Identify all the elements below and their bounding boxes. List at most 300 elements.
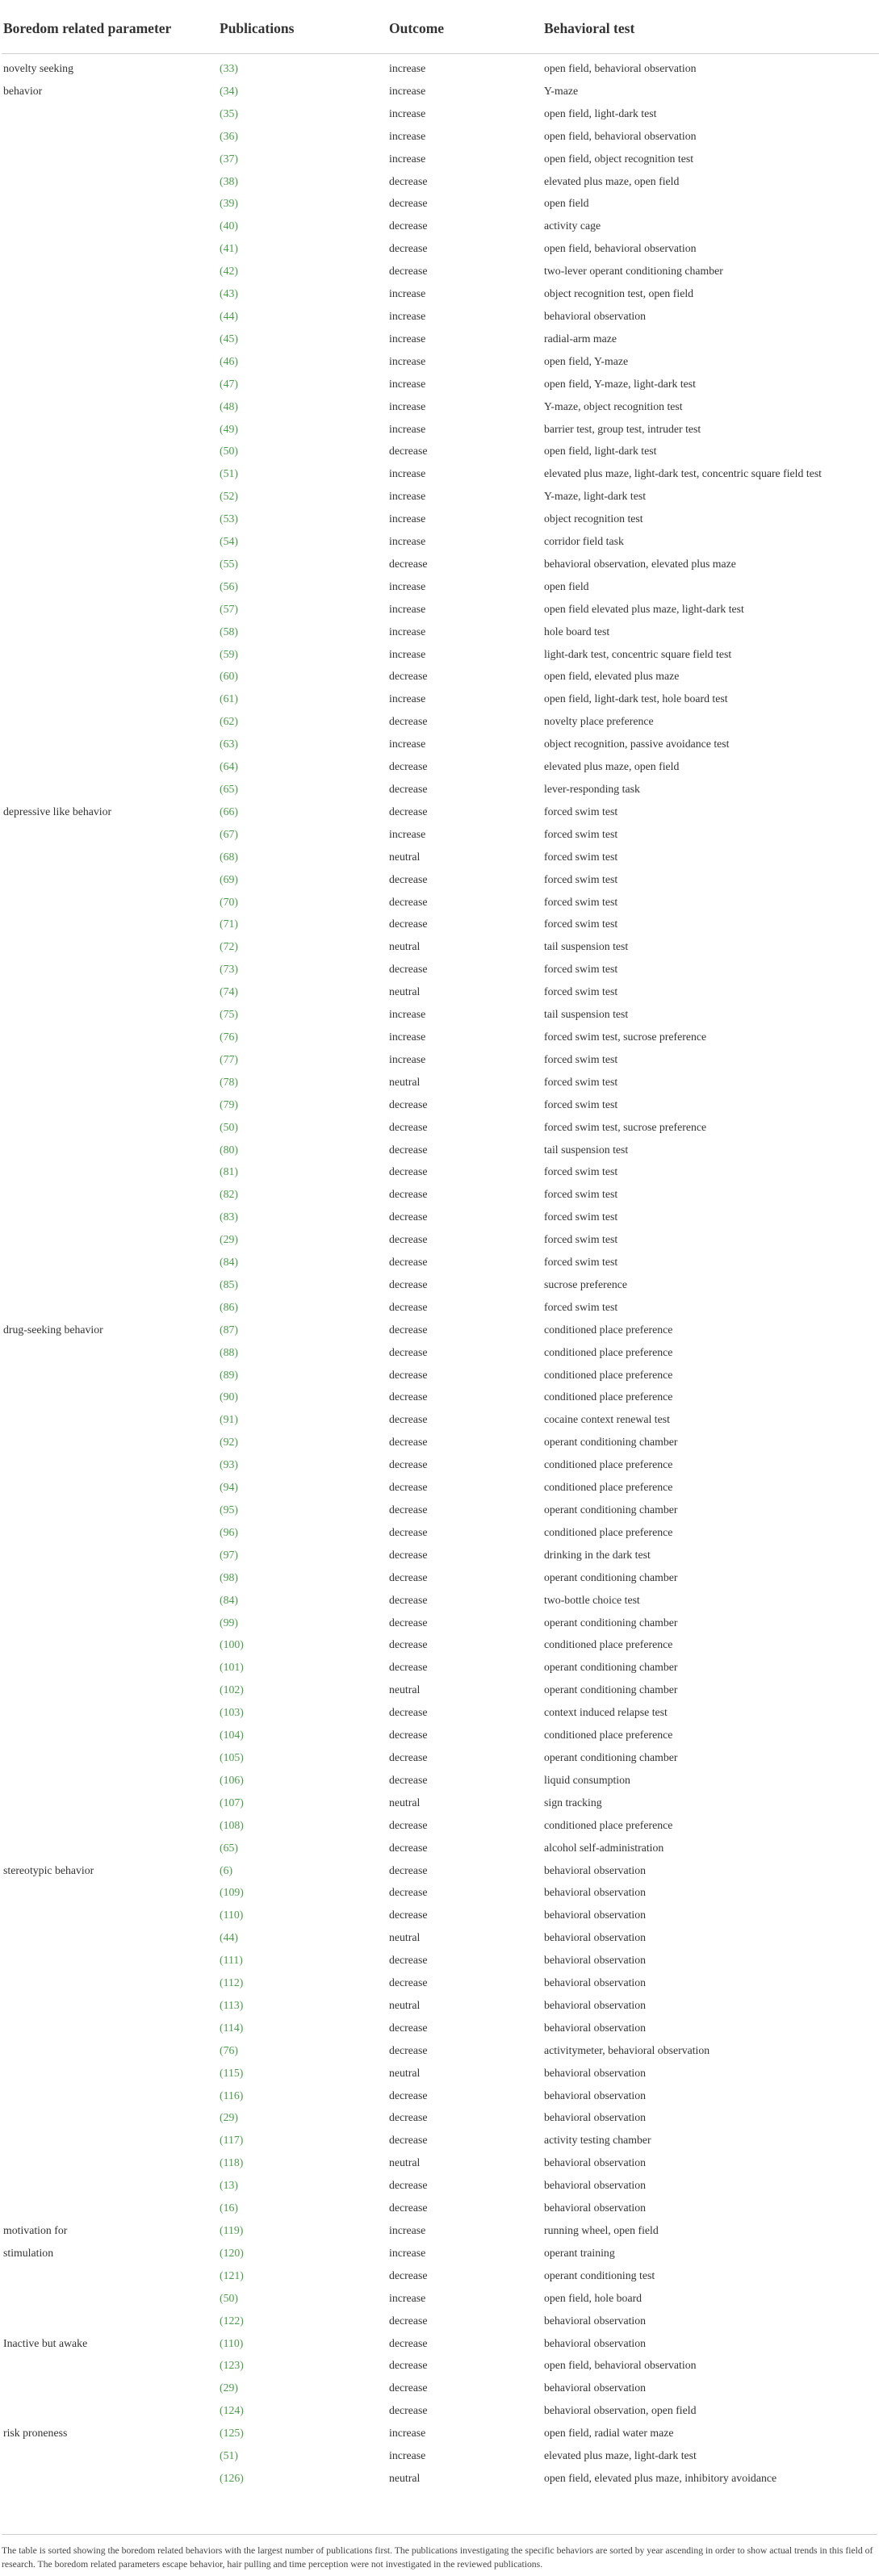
publication-cell <box>220 2152 389 2174</box>
table-body <box>2 54 879 2490</box>
publication-reference-link[interactable]: (76) <box>220 2043 238 2056</box>
behavioral-test-cell: conditioned place preference <box>544 1345 673 1358</box>
publication-reference-link[interactable]: (44) <box>220 1931 238 1944</box>
publication-reference-link[interactable]: (50) <box>220 445 238 458</box>
table-row <box>2 710 879 733</box>
publication-reference-link[interactable]: (46) <box>220 354 238 367</box>
publication-cell <box>220 395 389 418</box>
behavioral-test-cell: behavioral observation <box>544 1863 647 1876</box>
boredom-parameter-cell <box>2 485 220 508</box>
publication-cell <box>220 418 389 441</box>
behavioral-test-cell: context induced relapse test <box>544 1706 668 1719</box>
boredom-parameter-cell <box>2 1408 220 1431</box>
behavioral-test-cell: operant conditioning chamber <box>544 1750 678 1763</box>
publication-reference-link[interactable]: (51) <box>220 2449 238 2462</box>
publication-reference-link[interactable]: (114) <box>220 2021 244 2034</box>
outcome-cell: decrease <box>389 1976 428 1989</box>
behavioral-test-cell: behavioral observation <box>544 2314 647 2327</box>
outcome-cell: decrease <box>389 1323 428 1336</box>
boredom-parameter-cell <box>2 778 220 801</box>
behavioral-test-cell: two-lever operant conditioning chamber <box>544 265 723 278</box>
publication-reference-link[interactable]: (87) <box>220 1323 238 1336</box>
publication-reference-link[interactable]: (84) <box>220 1256 238 1269</box>
publication-reference-link[interactable]: (83) <box>220 1211 238 1223</box>
outcome-cell: decrease <box>389 2089 428 2101</box>
behavioral-test-cell: open field, behavioral observation <box>544 242 697 255</box>
publication-cell <box>220 1994 389 2017</box>
table-row <box>2 1633 879 1656</box>
table-row <box>2 1814 879 1837</box>
boredom-parameter-cell <box>2 1881 220 1904</box>
boredom-parameter-cell <box>2 621 220 643</box>
table-row <box>2 508 879 530</box>
publication-cell <box>220 1881 389 1904</box>
boredom-parameter-cell <box>2 1926 220 1949</box>
publication-reference-link[interactable]: (43) <box>220 287 238 300</box>
behavioral-test-cell: forced swim test <box>544 1233 618 1246</box>
behavioral-test-cell: activity testing chamber <box>544 2134 651 2147</box>
behavioral-test-cell: Y-maze, light-dark test <box>544 490 647 503</box>
outcome-cell: decrease <box>389 242 428 255</box>
table-row <box>2 1972 879 1994</box>
table-row <box>2 2219 879 2242</box>
publication-reference-link[interactable]: (34) <box>220 84 238 97</box>
boredom-parameter-cell <box>2 1544 220 1566</box>
publication-reference-link[interactable]: (37) <box>220 152 238 165</box>
table-row <box>2 2129 879 2152</box>
table-row <box>2 1341 879 1364</box>
table-row <box>2 1048 879 1071</box>
publication-reference-link[interactable]: (35) <box>220 107 238 119</box>
publication-reference-link[interactable]: (70) <box>220 895 238 908</box>
publication-reference-link[interactable]: (55) <box>220 557 238 570</box>
behavioral-test-cell: forced swim test <box>544 1098 618 1110</box>
publication-reference-link[interactable]: (39) <box>220 197 238 210</box>
boredom-parameter-cell <box>2 1792 220 1814</box>
publication-reference-link[interactable]: (72) <box>220 940 238 953</box>
outcome-cell: increase <box>389 2224 426 2236</box>
table-row <box>2 1701 879 1724</box>
outcome-cell: decrease <box>389 1548 428 1561</box>
publication-cell <box>220 846 389 868</box>
behavioral-test-cell: elevated plus maze, open field <box>544 760 680 773</box>
boredom-parameter-cell <box>2 2174 220 2197</box>
publication-reference-link[interactable]: (110) <box>220 1909 244 1922</box>
publication-cell <box>220 2106 389 2129</box>
publication-cell <box>220 1701 389 1724</box>
publication-reference-link[interactable]: (115) <box>220 2066 244 2079</box>
publication-cell <box>220 1949 389 1972</box>
table-row <box>2 2264 879 2287</box>
publication-reference-link[interactable]: (104) <box>220 1729 244 1742</box>
publication-reference-link[interactable]: (54) <box>220 535 238 548</box>
table-row <box>2 733 879 755</box>
outcome-cell: increase <box>389 309 426 322</box>
publication-reference-link[interactable]: (48) <box>220 399 238 412</box>
header-outcome: Outcome <box>389 15 544 54</box>
behavioral-test-cell: behavioral observation, open field <box>544 2404 697 2417</box>
publication-reference-link[interactable]: (89) <box>220 1368 238 1381</box>
publication-reference-link[interactable]: (112) <box>220 1976 244 1989</box>
outcome-cell: increase <box>389 84 426 97</box>
behavioral-test-cell: operant conditioning chamber <box>544 1616 678 1629</box>
behavioral-test-cell: behavioral observation <box>544 2066 647 2079</box>
publication-reference-link[interactable]: (125) <box>220 2427 244 2440</box>
publication-cell <box>220 2310 389 2332</box>
behavioral-test-cell: novelty place preference <box>544 715 654 728</box>
table-row <box>2 1160 879 1183</box>
table-row <box>2 1724 879 1746</box>
publication-reference-link[interactable]: (78) <box>220 1075 238 1088</box>
outcome-cell: decrease <box>389 1458 428 1471</box>
table-row <box>2 395 879 418</box>
table-footnote: The table is sorted showing the boredom related behaviors with the largest number of publications first. The publications investigating the specific behaviors are sorted by year ascending in order to show actual trends in this field of research. The boredom related parameters escape behavior, hair pulling and time perception were not investigated in the reviewed publications. <box>2 2534 877 2571</box>
behavioral-test-cell: barrier test, group test, intruder test <box>544 422 701 435</box>
publication-cell <box>220 1859 389 1882</box>
publication-reference-link[interactable]: (95) <box>220 1503 238 1516</box>
publication-cell <box>220 1499 389 1521</box>
behavioral-test-cell: tail suspension test <box>544 940 629 953</box>
table-row <box>2 913 879 935</box>
table-header <box>2 15 879 54</box>
outcome-cell: increase <box>389 490 426 503</box>
behavioral-test-cell: operant conditioning chamber <box>544 1436 678 1449</box>
publication-reference-link[interactable]: (96) <box>220 1525 238 1538</box>
outcome-cell: decrease <box>389 1570 428 1583</box>
publication-cell <box>220 80 389 102</box>
publication-reference-link[interactable]: (92) <box>220 1436 238 1449</box>
publication-reference-link[interactable]: (82) <box>220 1188 238 1201</box>
publication-cell <box>220 1386 389 1408</box>
publication-cell <box>220 1612 389 1634</box>
publication-cell <box>220 2399 389 2422</box>
publication-reference-link[interactable]: (71) <box>220 918 238 930</box>
behavioral-test-cell: open field elevated plus maze, light-dark test <box>544 602 744 615</box>
behavioral-test-cell: operant conditioning chamber <box>544 1683 678 1696</box>
outcome-cell: increase <box>389 287 426 300</box>
publication-reference-link[interactable]: (65) <box>220 783 238 795</box>
table-row <box>2 1566 879 1589</box>
publication-cell <box>220 2422 389 2444</box>
publication-reference-link[interactable]: (124) <box>220 2404 244 2417</box>
table-row <box>2 2467 879 2490</box>
outcome-cell: decrease <box>389 2021 428 2034</box>
outcome-cell: decrease <box>389 2043 428 2056</box>
behavioral-test-cell: behavioral observation <box>544 2021 647 2034</box>
boredom-parameter-cell <box>2 868 220 891</box>
publication-cell <box>220 710 389 733</box>
table-row <box>2 846 879 868</box>
publication-cell <box>220 1656 389 1679</box>
behavioral-test-cell: open field, light-dark test, hole board test <box>544 692 728 705</box>
publication-reference-link[interactable]: (103) <box>220 1706 244 1719</box>
outcome-cell: increase <box>389 2427 426 2440</box>
outcome-cell: decrease <box>389 1593 428 1606</box>
publication-reference-link[interactable]: (50) <box>220 1120 238 1133</box>
publication-cell <box>220 2264 389 2287</box>
publication-reference-link[interactable]: (36) <box>220 129 238 142</box>
outcome-cell: increase <box>389 62 426 74</box>
table-row <box>2 1183 879 1206</box>
behavioral-test-cell: forced swim test <box>544 1165 618 1178</box>
behavioral-test-cell: behavioral observation <box>544 2202 647 2214</box>
publication-cell <box>220 1251 389 1273</box>
outcome-cell: increase <box>389 152 426 165</box>
publication-reference-link[interactable]: (66) <box>220 805 238 818</box>
table-row <box>2 1206 879 1228</box>
publication-reference-link[interactable]: (52) <box>220 490 238 503</box>
publication-reference-link[interactable]: (53) <box>220 512 238 525</box>
publication-reference-link[interactable]: (97) <box>220 1548 238 1561</box>
behavioral-test-cell: running wheel, open field <box>544 2224 659 2236</box>
boredom-parameter-cell <box>2 1566 220 1589</box>
publication-reference-link[interactable]: (77) <box>220 1052 238 1065</box>
behavioral-test-cell: forced swim test <box>544 872 618 885</box>
table-row <box>2 1994 879 2017</box>
publication-cell <box>220 2085 389 2107</box>
publication-reference-link[interactable]: (86) <box>220 1300 238 1313</box>
publication-reference-link[interactable]: (33) <box>220 62 238 74</box>
publication-reference-link[interactable]: (117) <box>220 2134 244 2147</box>
publication-reference-link[interactable]: (58) <box>220 625 238 638</box>
publication-reference-link[interactable]: (57) <box>220 602 238 615</box>
publication-reference-link[interactable]: (123) <box>220 2359 244 2372</box>
publication-reference-link[interactable]: (76) <box>220 1030 238 1043</box>
publication-reference-link[interactable]: (120) <box>220 2246 244 2259</box>
outcome-cell: decrease <box>389 1300 428 1313</box>
publication-reference-link[interactable]: (59) <box>220 647 238 660</box>
publication-reference-link[interactable]: (44) <box>220 309 238 322</box>
publication-reference-link[interactable]: (50) <box>220 2291 238 2304</box>
boredom-parameter-cell <box>2 1612 220 1634</box>
publication-cell <box>220 1679 389 1701</box>
publication-reference-link[interactable]: (51) <box>220 467 238 480</box>
boredom-parameter-cell <box>2 665 220 688</box>
outcome-cell: decrease <box>389 1525 428 1538</box>
outcome-cell: decrease <box>389 670 428 683</box>
boredom-parameter-cell <box>2 733 220 755</box>
table-row <box>2 1589 879 1612</box>
publication-cell <box>220 823 389 846</box>
behavioral-test-cell: open field, Y-maze, light-dark test <box>544 377 696 390</box>
publication-reference-link[interactable]: (101) <box>220 1661 244 1674</box>
publication-reference-link[interactable]: (111) <box>220 1954 243 1967</box>
outcome-cell: decrease <box>389 1909 428 1922</box>
publication-reference-link[interactable]: (108) <box>220 1818 244 1831</box>
publication-reference-link[interactable]: (45) <box>220 332 238 345</box>
publication-reference-link[interactable]: (38) <box>220 174 238 187</box>
table-row <box>2 1746 879 1769</box>
table-row <box>2 2377 879 2399</box>
outcome-cell: increase <box>389 377 426 390</box>
table-row <box>2 1453 879 1476</box>
boredom-parameter-cell: motivation for <box>3 2224 68 2236</box>
publication-reference-link[interactable]: (100) <box>220 1638 244 1651</box>
behavioral-test-cell: conditioned place preference <box>544 1368 673 1381</box>
table-row <box>2 462 879 485</box>
behavioral-test-cell: liquid consumption <box>544 1773 630 1786</box>
boredom-parameter-cell <box>2 260 220 282</box>
publication-reference-link[interactable]: (110) <box>220 2336 244 2349</box>
publication-reference-link[interactable]: (29) <box>220 2111 238 2124</box>
publication-reference-link[interactable]: (98) <box>220 1570 238 1583</box>
publication-cell <box>220 1724 389 1746</box>
publication-reference-link[interactable]: (118) <box>220 2156 244 2169</box>
outcome-cell: decrease <box>389 1143 428 1156</box>
table-row <box>2 1859 879 1882</box>
publication-reference-link[interactable]: (67) <box>220 827 238 840</box>
publication-reference-link[interactable]: (6) <box>220 1863 233 1876</box>
table-row <box>2 1071 879 1094</box>
outcome-cell: decrease <box>389 557 428 570</box>
publication-reference-link[interactable]: (62) <box>220 715 238 728</box>
publication-reference-link[interactable]: (85) <box>220 1278 238 1290</box>
outcome-cell: decrease <box>389 1638 428 1651</box>
publication-reference-link[interactable]: (105) <box>220 1750 244 1763</box>
publication-reference-link[interactable]: (119) <box>220 2224 244 2236</box>
publication-reference-link[interactable]: (109) <box>220 1886 244 1899</box>
publication-reference-link[interactable]: (29) <box>220 2382 238 2394</box>
behavioral-test-cell: forced swim test <box>544 985 618 998</box>
boredom-parameter-cell <box>2 755 220 778</box>
table-row <box>2 148 879 170</box>
publication-cell <box>220 2039 389 2062</box>
behavioral-test-cell: radial-arm maze <box>544 332 617 345</box>
publication-reference-link[interactable]: (88) <box>220 1345 238 1358</box>
behavioral-test-cell: forced swim test <box>544 1256 618 1269</box>
boredom-parameter-cell <box>2 891 220 914</box>
table-row <box>2 823 879 846</box>
publication-reference-link[interactable]: (41) <box>220 242 238 255</box>
publication-cell <box>220 1094 389 1116</box>
behavioral-test-cell: Y-maze, object recognition test <box>544 399 683 412</box>
publication-reference-link[interactable]: (75) <box>220 1008 238 1021</box>
behavioral-test-cell: open field, radial water maze <box>544 2427 674 2440</box>
boredom-parameter-cell <box>2 2310 220 2332</box>
boredom-parameter-cell <box>2 1139 220 1161</box>
table-row <box>2 621 879 643</box>
publication-cell <box>220 192 389 215</box>
behavioral-test-cell: open field <box>544 579 589 592</box>
publication-reference-link[interactable]: (113) <box>220 1998 244 2011</box>
publication-cell <box>220 350 389 373</box>
outcome-cell: decrease <box>389 1368 428 1381</box>
boredom-parameter-cell <box>2 125 220 148</box>
publication-cell <box>220 1837 389 1859</box>
publication-reference-link[interactable]: (102) <box>220 1683 244 1696</box>
outcome-cell: increase <box>389 1052 426 1065</box>
outcome-cell: decrease <box>389 1729 428 1742</box>
publication-cell <box>220 778 389 801</box>
publication-reference-link[interactable]: (90) <box>220 1390 238 1403</box>
outcome-cell: increase <box>389 399 426 412</box>
outcome-cell: decrease <box>389 895 428 908</box>
publication-cell <box>220 868 389 891</box>
behavioral-test-cell: behavioral observation <box>544 1976 647 1989</box>
publication-reference-link[interactable]: (94) <box>220 1481 238 1494</box>
behavioral-test-cell: behavioral observation <box>544 2336 647 2349</box>
publication-reference-link[interactable]: (42) <box>220 265 238 278</box>
outcome-cell: decrease <box>389 2134 428 2147</box>
outcome-cell: decrease <box>389 2202 428 2214</box>
publication-cell <box>220 485 389 508</box>
publication-reference-link[interactable]: (126) <box>220 2471 244 2484</box>
behavioral-test-cell: cocaine context renewal test <box>544 1413 670 1426</box>
publication-reference-link[interactable]: (61) <box>220 692 238 705</box>
boredom-parameter-cell <box>2 1116 220 1139</box>
behavioral-test-cell: conditioned place preference <box>544 1818 673 1831</box>
publication-reference-link[interactable]: (65) <box>220 1841 238 1854</box>
table-row <box>2 1612 879 1634</box>
publication-reference-link[interactable]: (13) <box>220 2179 238 2192</box>
publication-reference-link[interactable]: (99) <box>220 1616 238 1629</box>
table-row <box>2 891 879 914</box>
publication-reference-link[interactable]: (60) <box>220 670 238 683</box>
behavioral-test-cell: light-dark test, concentric square field test <box>544 647 732 660</box>
publication-reference-link[interactable]: (106) <box>220 1773 244 1786</box>
publication-reference-link[interactable]: (121) <box>220 2269 244 2281</box>
boredom-parameter-cell <box>2 1814 220 1837</box>
publication-reference-link[interactable]: (122) <box>220 2314 244 2327</box>
publication-reference-link[interactable]: (40) <box>220 220 238 232</box>
boredom-parameter-cell <box>2 1724 220 1746</box>
publication-reference-link[interactable]: (63) <box>220 738 238 751</box>
publication-reference-link[interactable]: (16) <box>220 2202 238 2214</box>
publication-reference-link[interactable]: (73) <box>220 963 238 976</box>
publication-reference-link[interactable]: (116) <box>220 2089 244 2101</box>
publication-reference-link[interactable]: (107) <box>220 1796 244 1809</box>
table-row <box>2 553 879 575</box>
publication-reference-link[interactable]: (56) <box>220 579 238 592</box>
publication-reference-link[interactable]: (93) <box>220 1458 238 1471</box>
outcome-cell: decrease <box>389 1278 428 1290</box>
boredom-parameter-cell <box>2 1949 220 1972</box>
behavioral-test-cell: elevated plus maze, light-dark test, concentric square field test <box>544 467 822 480</box>
boredom-parameter-cell <box>2 1633 220 1656</box>
boredom-parameter-cell: stimulation <box>3 2246 54 2259</box>
publication-cell <box>220 1341 389 1364</box>
publication-reference-link[interactable]: (47) <box>220 377 238 390</box>
publication-cell <box>220 733 389 755</box>
behavioral-test-cell: forced swim test, sucrose preference <box>544 1120 707 1133</box>
boredom-parameter-cell <box>2 1994 220 2017</box>
publication-reference-link[interactable]: (79) <box>220 1098 238 1110</box>
publication-reference-link[interactable]: (81) <box>220 1165 238 1178</box>
publication-cell <box>220 598 389 621</box>
table-row <box>2 2062 879 2085</box>
behavioral-test-cell: Y-maze <box>544 84 579 97</box>
publication-reference-link[interactable]: (84) <box>220 1593 238 1606</box>
publication-reference-link[interactable]: (91) <box>220 1413 238 1426</box>
table-row <box>2 80 879 102</box>
publication-reference-link[interactable]: (64) <box>220 760 238 773</box>
boredom-parameter-cell <box>2 688 220 710</box>
publication-reference-link[interactable]: (29) <box>220 1233 238 1246</box>
publication-reference-link[interactable]: (80) <box>220 1143 238 1156</box>
behavioral-test-cell: behavioral observation <box>544 2179 647 2192</box>
publication-cell <box>220 282 389 305</box>
publication-cell <box>220 2242 389 2264</box>
publication-reference-link[interactable]: (74) <box>220 985 238 998</box>
publication-reference-link[interactable]: (69) <box>220 872 238 885</box>
publication-cell <box>220 891 389 914</box>
publication-reference-link[interactable]: (68) <box>220 850 238 863</box>
publication-reference-link[interactable]: (49) <box>220 422 238 435</box>
behavioral-test-cell: activity cage <box>544 220 601 232</box>
publication-cell <box>220 1589 389 1612</box>
table-row <box>2 778 879 801</box>
outcome-cell: neutral <box>389 1931 421 1944</box>
